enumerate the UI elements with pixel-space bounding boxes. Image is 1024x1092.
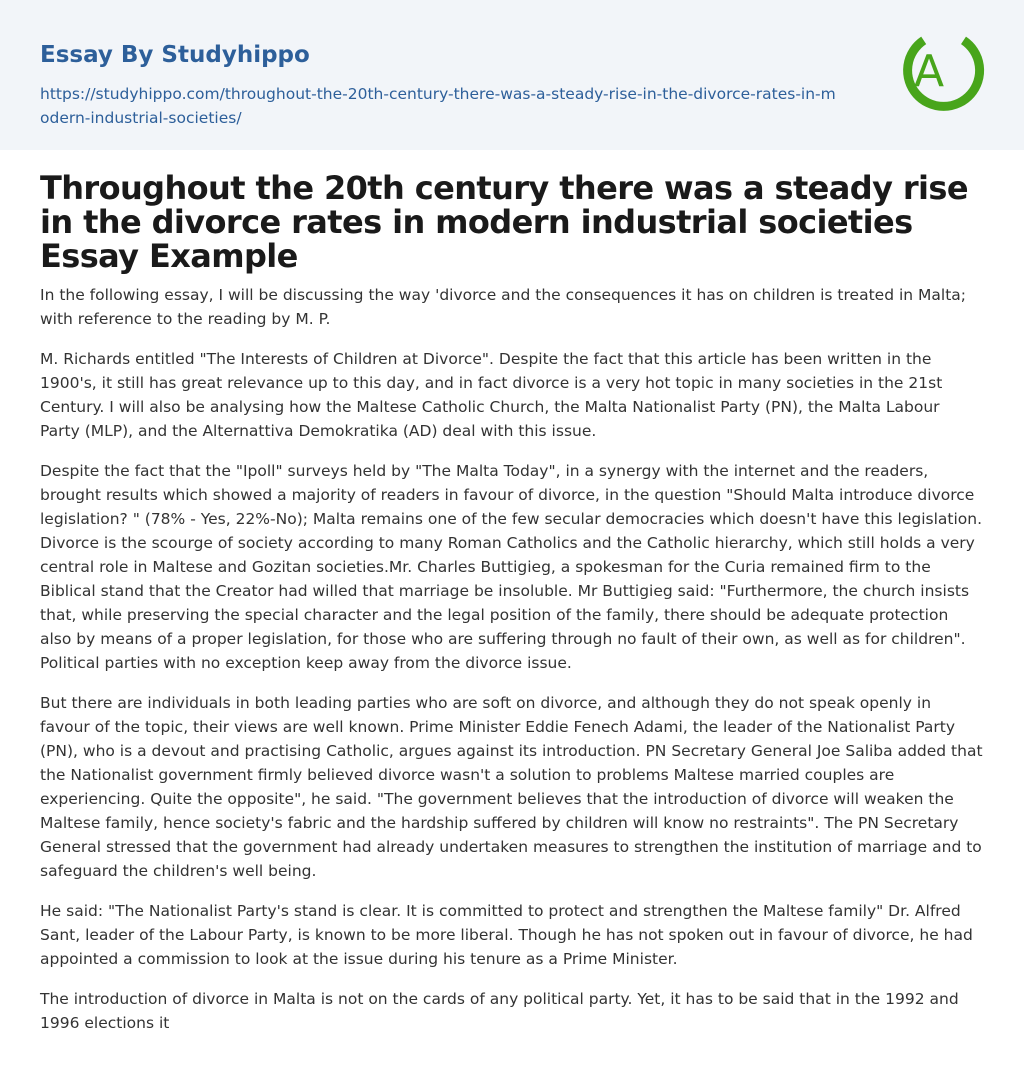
essay-paragraph: He said: "The Nationalist Party's stand is clear. It is committed to protect and strengthen the Maltese family" Dr. Alfred Sant, leader of the Labour Party, is known to be more liberal. Though he has not spoken out in favour of divorce, he had appointed a commission to look at the issue during his tenure as a Prime Minister.: [40, 902, 973, 968]
studyhippo-logo[interactable]: [898, 28, 986, 116]
brand-title[interactable]: Essay By Studyhippo: [40, 42, 310, 68]
essay-paragraph: The introduction of divorce in Malta is not on the cards of any political party. Yet, it has to be said that in the 1992 and 1996 elections it: [40, 990, 959, 1032]
source-url-link[interactable]: https://studyhippo.com/throughout-the-20th-century-there-was-a-steady-rise-in-the-divorce-rates-in-modern-industrial-societies/: [40, 85, 836, 127]
logo-letter: A: [913, 46, 945, 97]
site-header: [0, 0, 1024, 150]
essay-paragraph: M. Richards entitled "The Interests of Children at Divorce". Despite the fact that this article has been written in the 1900's, it still has great relevance up to this day, and in fact divorce is a very hot topic in many societies in the 21st Century. I will also be analysing how the Maltese Catholic Church, the Malta Nationalist Party (PN), the Malta Labour Party (MLP), and the Alternattiva Demokratika (AD) deal with this issue.: [40, 350, 943, 440]
article-body: [0, 150, 1024, 1035]
essay-paragraph: In the following essay, I will be discussing the way 'divorce and the consequences it has on children is treated in Malta; with reference to the reading by M. P.: [40, 286, 966, 328]
essay-paragraph: Despite the fact that the "Ipoll" surveys held by "The Malta Today", in a synergy with the internet and the readers, brought results which showed a majority of readers in favour of divorce, in the question "Should Malta introduce divorce legislation? " (78% - Yes, 22%-No); Malta remains one of the few secular democracies which doesn't have this legislation. Divorce is the scourge of society according to many Roman Catholics and the Catholic hierarchy, which still holds a very central role in Maltese and Gozitan societies.Mr. Charles Buttigieg, a spokesman for the Curia remained firm to the Biblical stand that the Creator had willed that marriage be insoluble. Mr Buttigieg said: "Furthermore, the church insists that, while preserving the special character and the legal position of the family, there should be adequate protection also by means of a proper legislation, for those who are suffering through no fault of their own, as well as for children". Political parties with no exception keep away from the divorce issue.: [40, 462, 983, 672]
page-title: Throughout the 20th century there was a steady rise in the divorce rates in modern industrial societies Essay Example: [40, 169, 968, 275]
essay-paragraph: But there are individuals in both leading parties who are soft on divorce, and although they do not speak openly in favour of the topic, their views are well known. Prime Minister Eddie Fenech Adami, the leader of the Nationalist Party (PN), who is a devout and practising Catholic, argues against its introduction. PN Secretary General Joe Saliba added that the Nationalist government firmly believed divorce wasn't a solution to problems Maltese married couples are experiencing. Quite the opposite", he said. "The government believes that the introduction of divorce will weaken the Maltese family, hence society's fabric and the hardship suffered by children will know no restraints". The PN Secretary General stressed that the government had already undertaken measures to strengthen the institution of marriage and to safeguard the children's well being.: [40, 694, 983, 880]
